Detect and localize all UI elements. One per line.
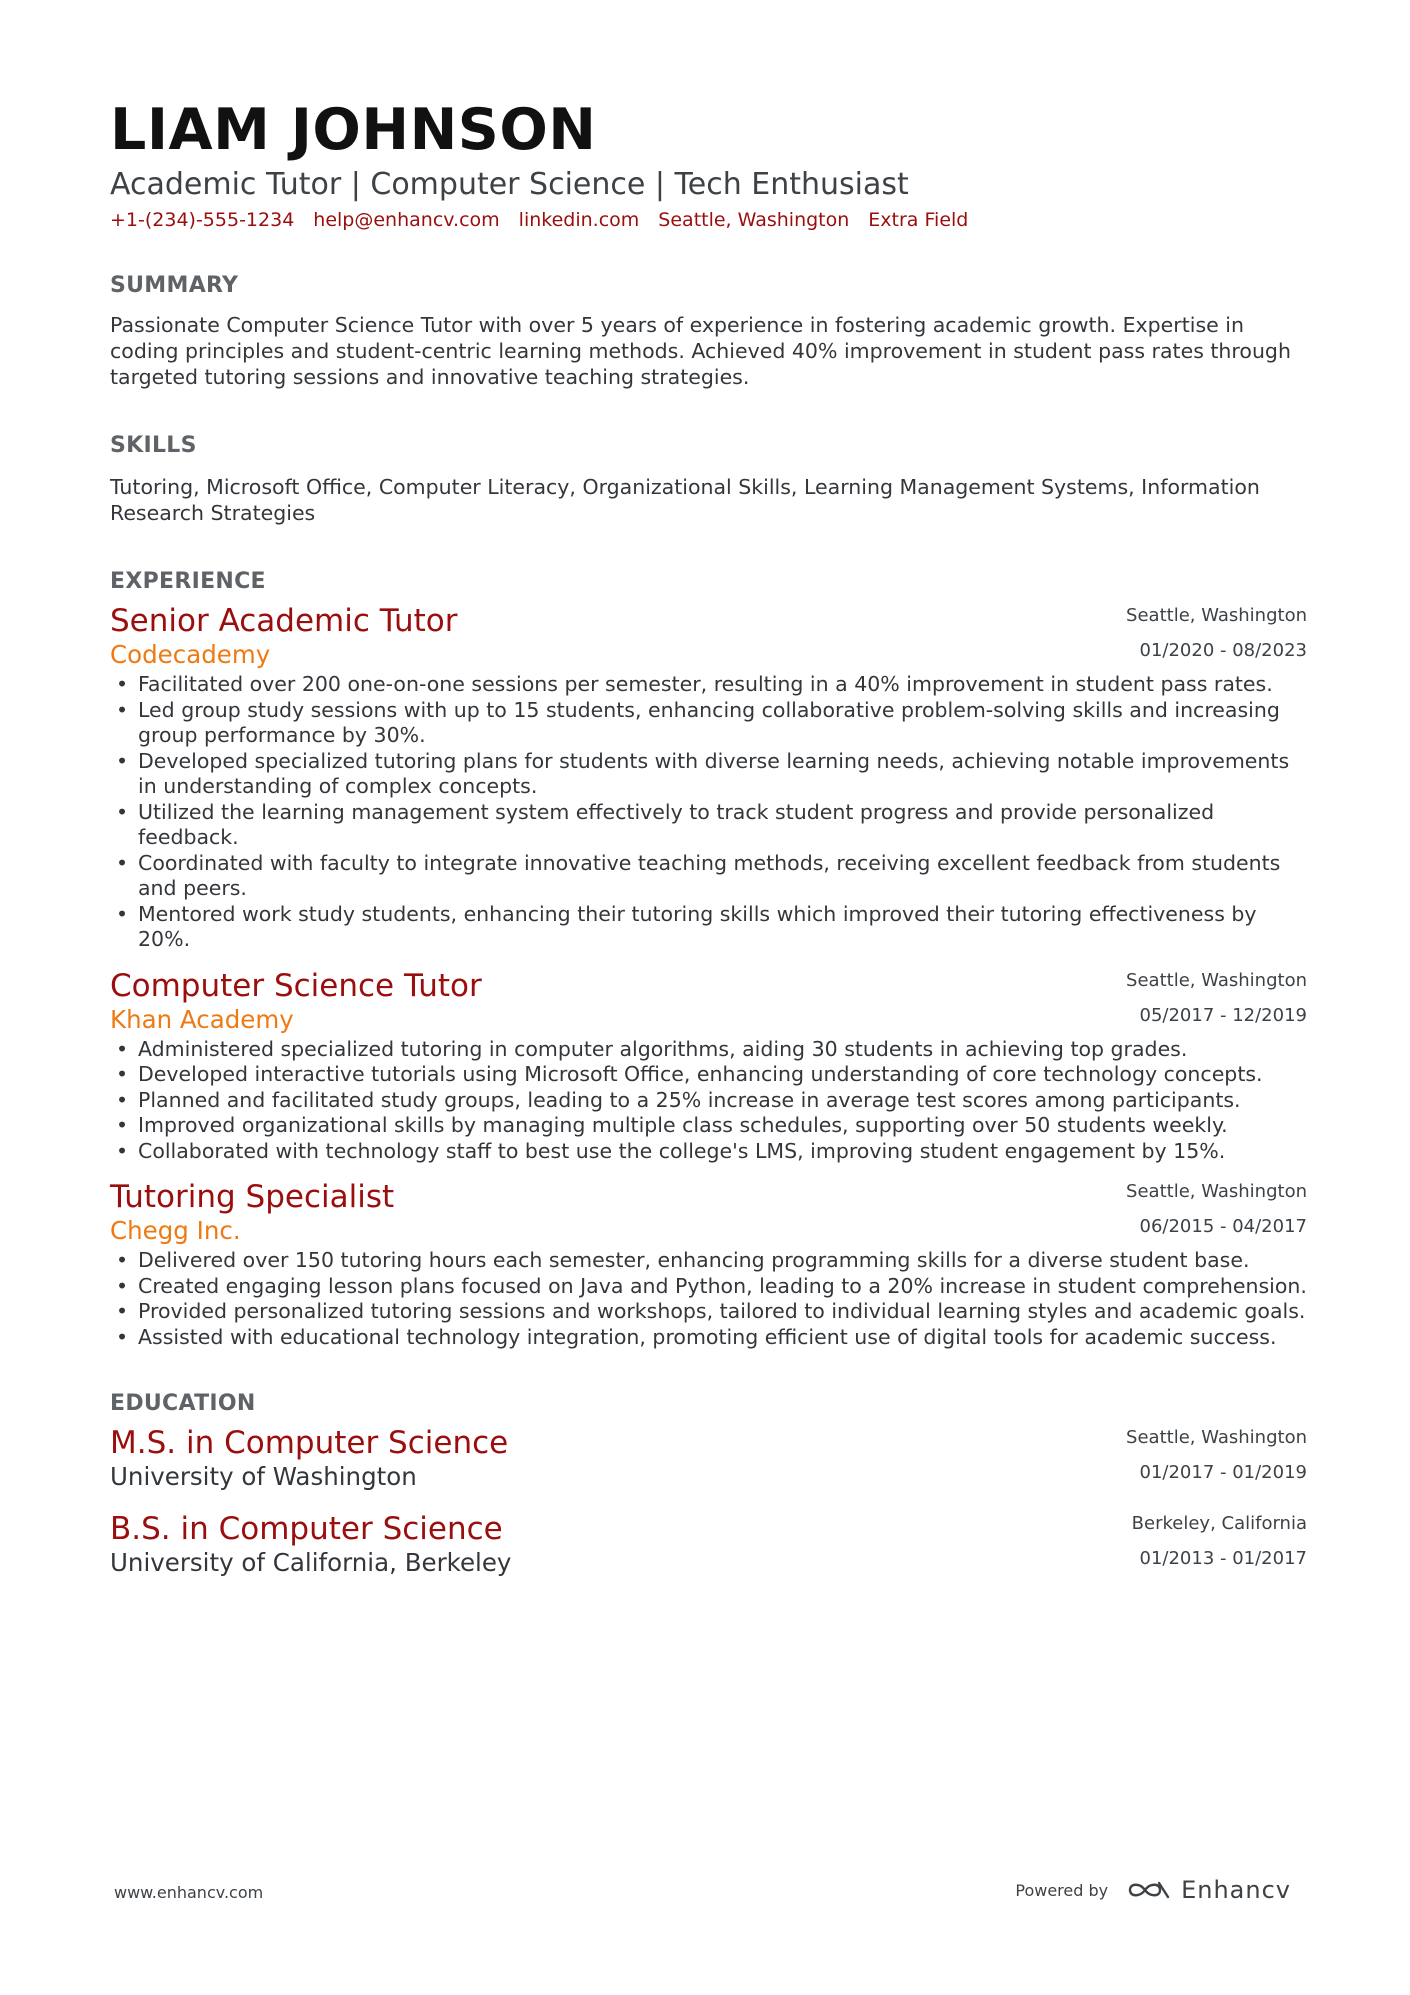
footer-website[interactable]: www.enhancv.com bbox=[114, 1883, 264, 1902]
experience-section bbox=[110, 568, 1307, 1350]
job-meta bbox=[1126, 967, 1307, 1028]
resume-page bbox=[110, 98, 1307, 1592]
job-company: Codecademy bbox=[110, 640, 271, 669]
candidate-name: LIAM JOHNSON bbox=[110, 97, 597, 163]
job-bullet: • Provided personalized tutoring sessions and workshops, tailored to individual learning styles and academic goals. bbox=[110, 1299, 1307, 1325]
job-dates: 06/2015 - 04/2017 bbox=[1139, 1216, 1307, 1237]
job-bullet: • Administered specialized tutoring in computer algorithms, aiding 30 students in achieving top grades. bbox=[110, 1037, 1307, 1063]
section-title-skills: SKILLS bbox=[110, 433, 197, 458]
education-dates: 01/2013 - 01/2017 bbox=[1139, 1548, 1307, 1569]
job-dates: 05/2017 - 12/2019 bbox=[1139, 1004, 1307, 1026]
job-bullet: • Planned and facilitated study groups, leading to a 25% increase in average test scores among participants. bbox=[110, 1088, 1307, 1114]
education-entry bbox=[110, 1510, 1307, 1578]
job-location: Seattle, Washington bbox=[1126, 605, 1307, 626]
section-title-summary: SUMMARY bbox=[110, 273, 239, 298]
job-bullet: • Mentored work study students, enhancing their tutoring skills which improved their tutoring effectiveness by 20%. bbox=[110, 902, 1307, 953]
contact-location: Seattle, Washington bbox=[658, 209, 850, 231]
job-entry bbox=[110, 967, 1307, 1165]
school: University of California, Berkeley bbox=[110, 1548, 512, 1577]
contact-extra: Extra Field bbox=[868, 209, 969, 231]
job-company: Chegg Inc. bbox=[110, 1216, 241, 1245]
degree: M.S. in Computer Science bbox=[110, 1425, 509, 1461]
job-bullet: • Assisted with educational technology integration, promoting efficient use of digital tools for academic success. bbox=[110, 1325, 1307, 1351]
job-role: Computer Science Tutor bbox=[110, 967, 482, 1004]
summary-text: Passionate Computer Science Tutor with over 5 years of experience in fostering academic growth. Expertise in coding principles and student-centric learning methods. Achieved 40% improvement in student pass rates through targeted tutoring sessions and innovative teaching strategies. bbox=[110, 313, 1291, 389]
job-role: Senior Academic Tutor bbox=[110, 603, 458, 639]
job-bullet: • Developed interactive tutorials using Microsoft Office, enhancing understanding of core technology concepts. bbox=[110, 1062, 1307, 1088]
education-dates: 01/2017 - 01/2019 bbox=[1139, 1462, 1307, 1483]
contact-linkedin[interactable]: linkedin.com bbox=[518, 209, 640, 231]
job-company: Khan Academy bbox=[110, 1004, 294, 1034]
job-location: Seattle, Washington bbox=[1126, 1181, 1307, 1202]
contact-phone[interactable]: +1-(234)-555-1234 bbox=[110, 209, 295, 231]
contact-email[interactable]: help@enhancv.com bbox=[313, 209, 500, 231]
job-entry bbox=[110, 602, 1307, 953]
section-title-education: EDUCATION bbox=[110, 1391, 256, 1416]
job-meta bbox=[1126, 1178, 1307, 1239]
section-title-experience: EXPERIENCE bbox=[110, 569, 266, 594]
education-meta bbox=[1132, 1510, 1307, 1571]
job-bullet: • Led group study sessions with up to 15 students, enhancing collaborative problem-solving skills and increasing group performance by 30%. bbox=[110, 698, 1307, 749]
enhancv-logo-icon bbox=[1126, 1878, 1172, 1902]
footer-branding bbox=[1015, 1876, 1291, 1904]
school: University of Washington bbox=[110, 1462, 417, 1491]
job-entry bbox=[110, 1178, 1307, 1350]
job-bullet: • Improved organizational skills by managing multiple class schedules, supporting over 50 students weekly. bbox=[110, 1113, 1307, 1139]
skills-section bbox=[110, 432, 1307, 526]
skills-text: Tutoring, Microsoft Office, Computer Literacy, Organizational Skills, Learning Management Systems, Information Research Strategies bbox=[110, 475, 1260, 525]
education-section bbox=[110, 1390, 1307, 1578]
job-bullet: • Delivered over 150 tutoring hours each semester, enhancing programming skills for a diverse student base. bbox=[110, 1248, 1307, 1274]
summary-section bbox=[110, 272, 1307, 390]
education-meta bbox=[1126, 1424, 1307, 1485]
job-bullet: • Utilized the learning management system effectively to track student progress and provide personalized feedback. bbox=[110, 800, 1307, 851]
brand-name: Enhancv bbox=[1181, 1876, 1291, 1904]
job-bullet: • Facilitated over 200 one-on-one sessions per semester, resulting in a 40% improvement in student pass rates. bbox=[110, 672, 1307, 698]
job-bullets bbox=[110, 1248, 1307, 1350]
education-location: Seattle, Washington bbox=[1126, 1427, 1307, 1448]
job-bullet: • Coordinated with faculty to integrate innovative teaching methods, receiving excellent feedback from students and peers. bbox=[110, 851, 1307, 902]
headline: Academic Tutor | Computer Science | Tech Enthusiast bbox=[110, 167, 909, 202]
job-bullet: • Created engaging lesson plans focused on Java and Python, leading to a 20% increase in student comprehension. bbox=[110, 1274, 1307, 1300]
job-bullet: • Collaborated with technology staff to best use the college's LMS, improving student engagement by 15%. bbox=[110, 1139, 1307, 1165]
education-location: Berkeley, California bbox=[1131, 1513, 1307, 1534]
brand-logo[interactable] bbox=[1126, 1876, 1291, 1904]
education-entry bbox=[110, 1424, 1307, 1492]
powered-by-label: Powered by bbox=[1015, 1880, 1109, 1900]
job-bullets bbox=[110, 1037, 1307, 1165]
degree: B.S. in Computer Science bbox=[110, 1511, 503, 1547]
job-meta bbox=[1126, 602, 1307, 663]
contact-bar bbox=[110, 208, 1307, 232]
job-dates: 01/2020 - 08/2023 bbox=[1139, 640, 1307, 661]
job-bullet: • Developed specialized tutoring plans for students with diverse learning needs, achieving notable improvements in understanding of complex concepts. bbox=[110, 749, 1307, 800]
job-location: Seattle, Washington bbox=[1126, 969, 1307, 991]
job-bullets bbox=[110, 672, 1307, 953]
job-role: Tutoring Specialist bbox=[110, 1179, 395, 1215]
